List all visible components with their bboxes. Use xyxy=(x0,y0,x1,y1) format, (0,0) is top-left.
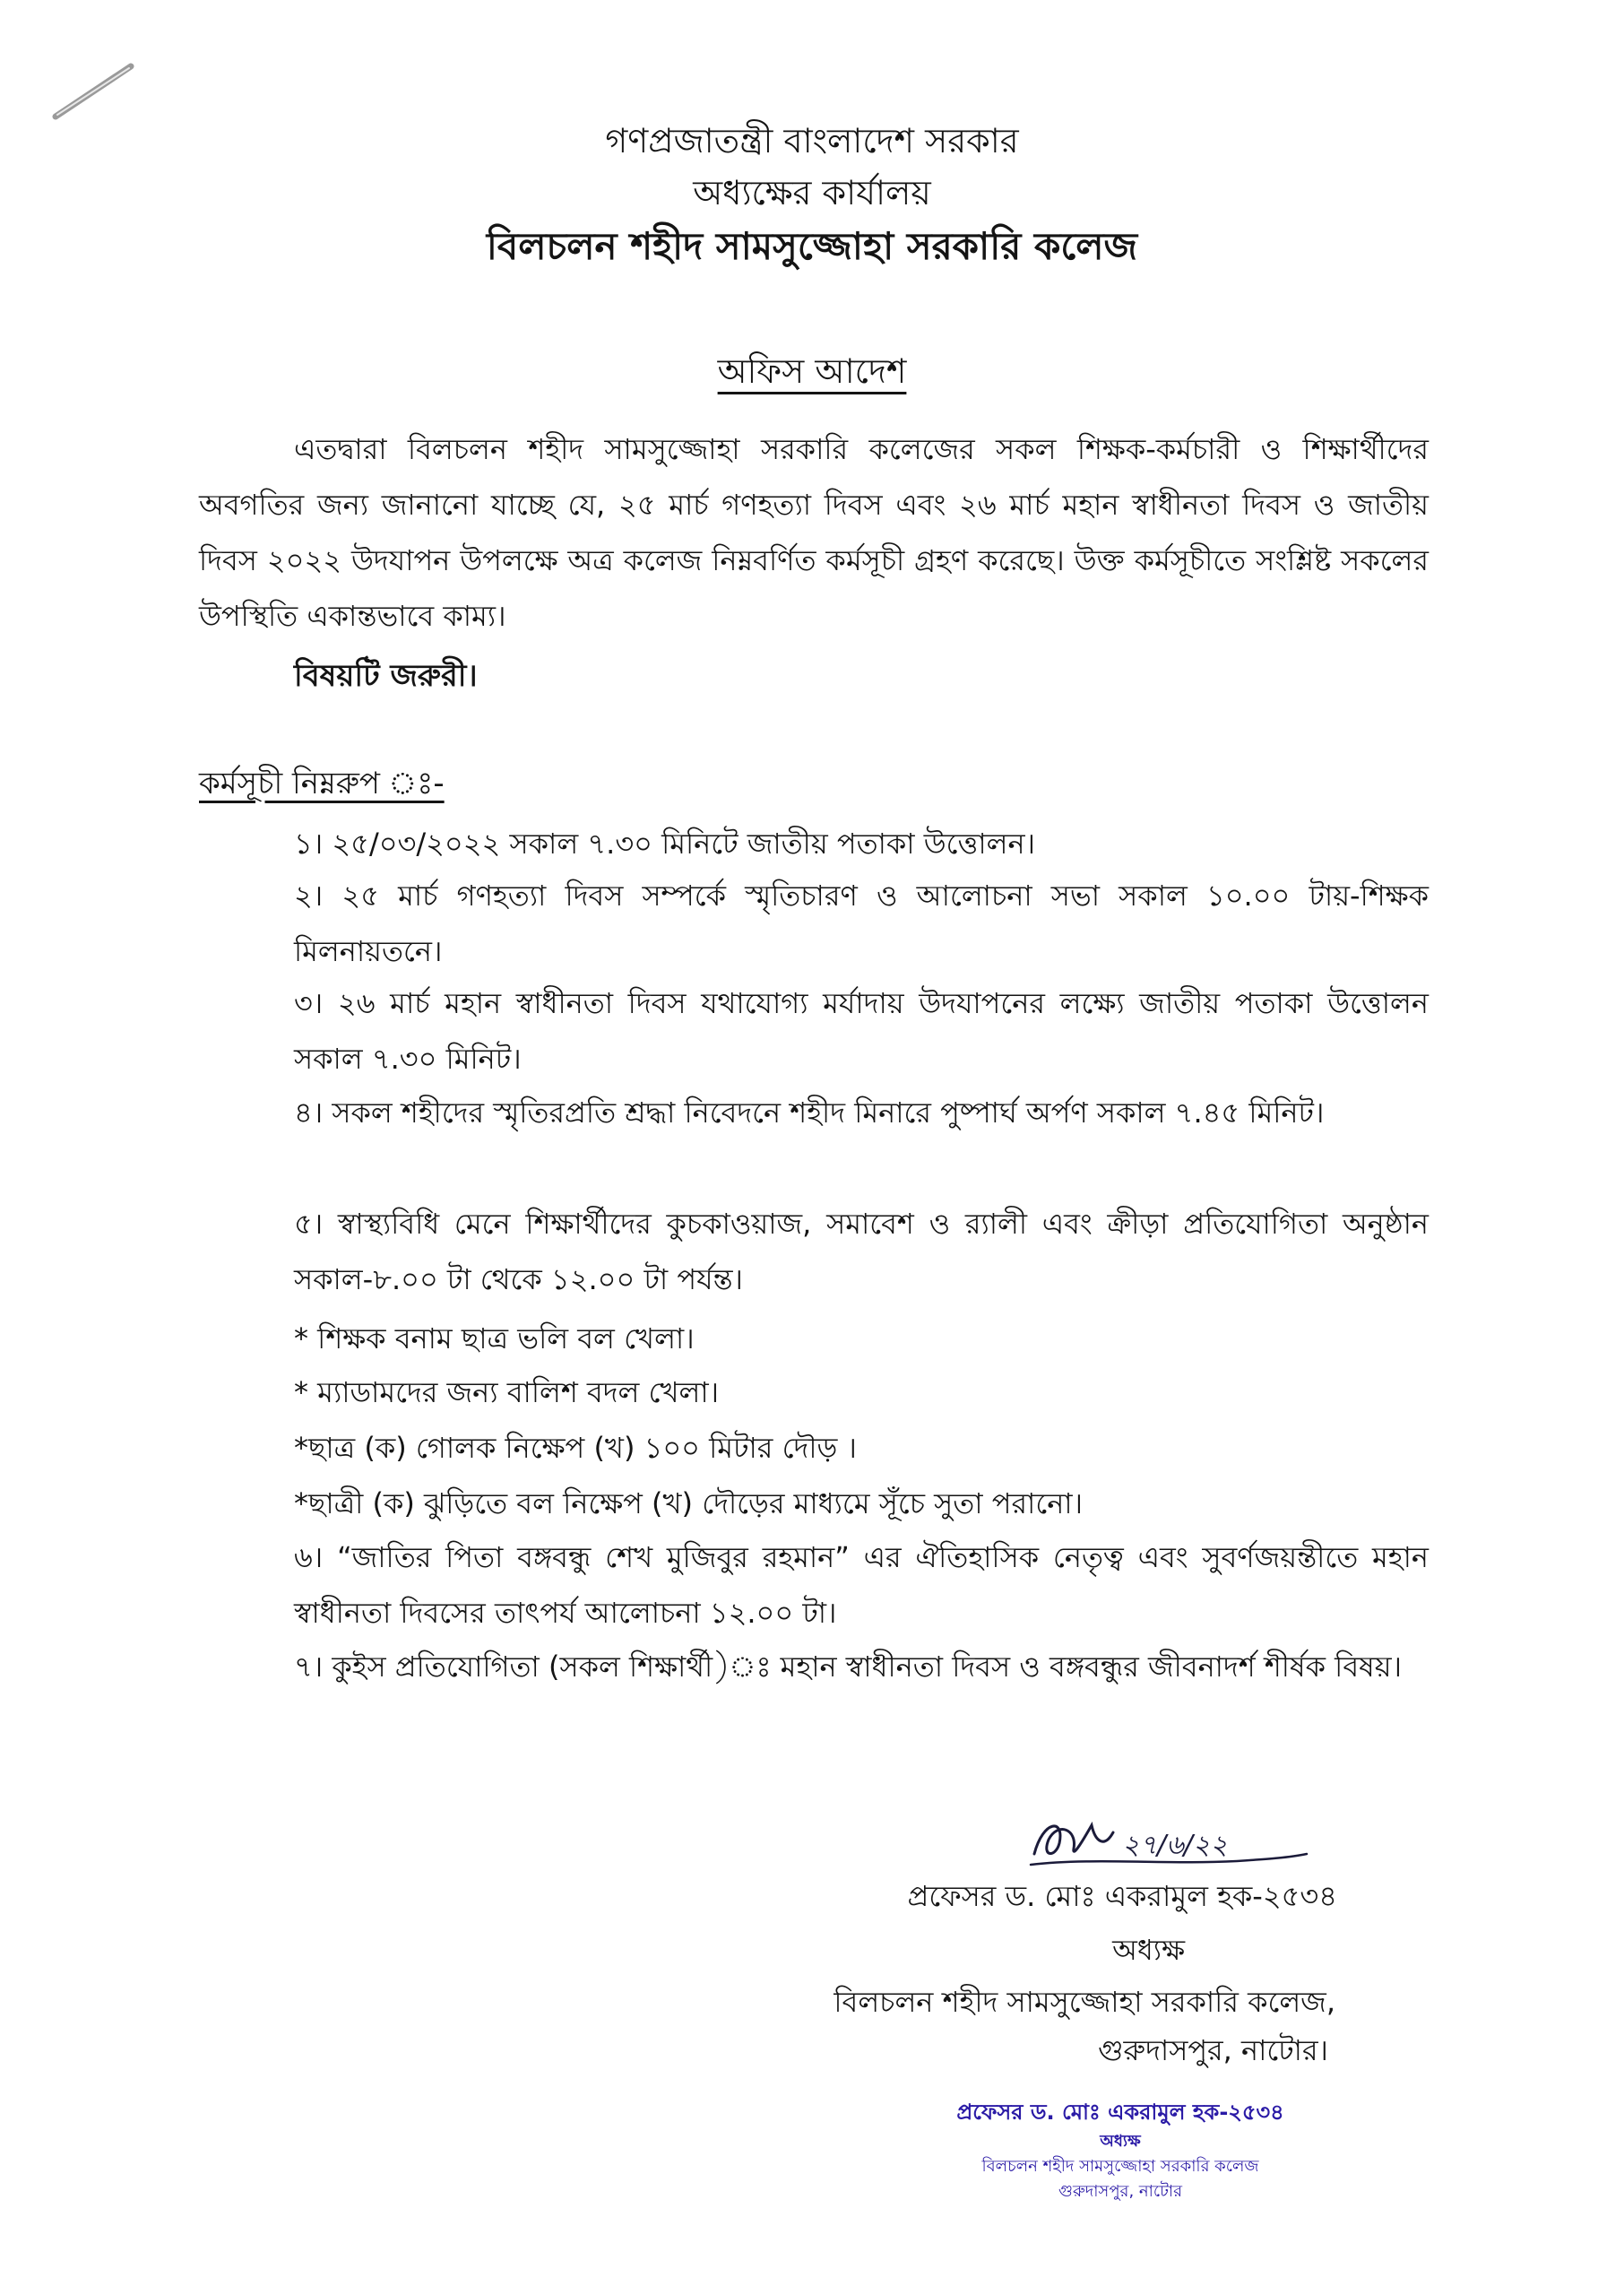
stamp-college: বিলচলন শহীদ সামসুজ্জোহা সরকারি কলেজ xyxy=(981,2157,1259,2176)
program-heading: কর্মসূচী নিম্নরুপ ঃ- xyxy=(199,766,445,801)
urgent-note: বিষয়টি জরুরী। xyxy=(294,658,478,694)
program-item: ৩। ২৬ মার্চ মহান স্বাধীনতা দিবস যথাযোগ্য মর্যাদায় উদযাপনের লক্ষ্যে জাতীয় পতাকা উত্তোলন সকাল ৭.৩০ মিনিট। xyxy=(294,986,1429,1076)
stamp-designation: অধ্যক্ষ xyxy=(1100,2132,1141,2151)
government-title: গণপ্রজাতন্ত্রী বাংলাদেশ সরকার xyxy=(605,121,1019,160)
program-subitem: *ছাত্রী (ক) ঝুড়িতে বল নিক্ষেপ (খ) দৌড়ের মাধ্যমে সূঁচে সুতা পরানো। xyxy=(294,1486,1084,1520)
program-item: ১। ২৫/০৩/২০২২ সকাল ৭.৩০ মিনিটে জাতীয় পতাকা উত্তোলন। xyxy=(294,827,1036,861)
program-item: ২। ২৫ মার্চ গণহত্যা দিবস সম্পর্কে স্মৃতিচারণ ও আলোচনা সভা সকাল ১০.০০ টায়-শিক্ষক মিলনায়তনে। xyxy=(294,879,1429,968)
office-title: অধ্যক্ষের কার্যালয় xyxy=(693,173,931,212)
program-subitem: *ছাত্র (ক) গোলক নিক্ষেপ (খ) ১০০ মিটার দৌড় । xyxy=(294,1431,857,1465)
handwritten-signature xyxy=(1022,1802,1317,1883)
program-item: ৬। “জাতির পিতা বঙ্গবন্ধু শেখ মুজিবুর রহমান” এর ঐতিহাসিক নেতৃত্ব এবং সুবর্ণজয়ন্তীতে মহান স্বাধীনতা দিবসের তাৎপর্য আলোচনা ১২.০০ টা। xyxy=(294,1540,1429,1630)
program-subitem: * ম্যাডামদের জন্য বালিশ বদল খেলা। xyxy=(294,1375,720,1409)
program-item: ৫। স্বাস্থ্যবিধি মেনে শিক্ষার্থীদের কুচকাওয়াজ, সমাবেশ ও র‍্যালী এবং ক্রীড়া প্রতিযোগিতা অনুষ্ঠান সকাল-৮.০০ টা থেকে ১২.০০ টা পর্যন্ত। xyxy=(294,1207,1429,1296)
signatory-college: বিলচলন শহীদ সামসুজ্জোহা সরকারি কলেজ, xyxy=(834,1985,1335,2019)
order-body: এতদ্বারা বিলচলন শহীদ সামসুজ্জোহা সরকারি কলেজের সকল শিক্ষক-কর্মচারী ও শিক্ষার্থীদের অবগতির জন্য জানানো যাচ্ছে যে, ২৫ মার্চ গণহত্যা দিবস এবং ২৬ মার্চ মহান স্বাধীনতা দিবস ও জাতীয় দিবস ২০২২ উদযাপন উপলক্ষে অত্র কলেজ নিম্নবর্ণিত কর্মসূচী গ্রহণ করেছে। উক্ত কর্মসূচীতে সংশ্লিষ্ট সকলের উপস্থিতি একান্তভাবে কাম্য। xyxy=(199,432,1429,633)
svg-text:২৭/৬/২২: ২৭/৬/২২ xyxy=(1122,1830,1228,1861)
program-item: ৭। কুইস প্রতিযোগিতা (সকল শিক্ষার্থী)ঃ মহান স্বাধীনতা দিবস ও বঙ্গবন্ধুর জীবনাদর্শ শীর্ষক বিষয়। xyxy=(294,1650,1403,1684)
signatory-address: গুরুদাসপুর, নাটোর। xyxy=(1098,2033,1328,2067)
college-title: বিলচলন শহীদ সামসুজ্জোহা সরকারি কলেজ xyxy=(486,224,1138,268)
program-item: ৪। সকল শহীদের স্মৃতিরপ্রতি শ্রদ্ধা নিবেদনে শহীদ মিনারে পুষ্পার্ঘ অর্পণ সকাল ৭.৪৫ মিনিট। xyxy=(294,1096,1325,1130)
order-title: অফিস আদেশ xyxy=(717,351,907,391)
stamp-name: প্রফেসর ড. মোঃ একরামুল হক-২৫৩৪ xyxy=(956,2100,1284,2125)
program-subitem: * শিক্ষক বনাম ছাত্র ভলি বল খেলা। xyxy=(294,1321,695,1355)
signatory-designation: অধ্যক্ষ xyxy=(1112,1933,1185,1967)
stamp-address: গুরুদাসপুর, নাটোর xyxy=(1058,2182,1183,2201)
signatory-name: প্রফেসর ড. মোঃ একরামুল হক-২৫৩৪ xyxy=(907,1879,1337,1913)
